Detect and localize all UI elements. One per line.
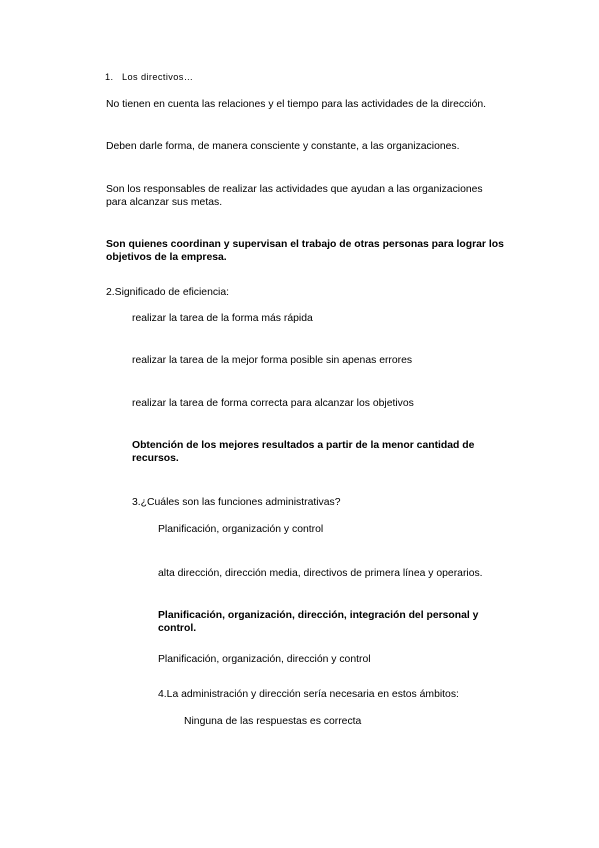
- question-4-option-1: Ninguna de las respuestas es correcta: [184, 716, 362, 727]
- question-3-title: 3.¿Cuáles son las funciones administrativas?: [132, 497, 341, 508]
- question-1-option-1: No tienen en cuenta las relaciones y el tiempo para las actividades de la dirección.: [106, 99, 487, 110]
- question-1-option-2: Deben darle forma, de manera consciente y constante, a las organizaciones.: [106, 141, 460, 152]
- question-3-option-1: Planificación, organización y control: [158, 524, 324, 535]
- question-3-option-4: Planificación, organización, dirección y control: [158, 654, 371, 665]
- question-2-option-4-correct: Obtención de los mejores resultados a partir de la menor cantidad de recursos.: [132, 440, 475, 464]
- question-4-title: 4.La administración y dirección sería necesaria en estos ámbitos:: [158, 689, 459, 700]
- question-2-title: 2.Significado de eficiencia:: [106, 287, 230, 298]
- question-3-option-3-correct: Planificación, organización, dirección, integración del personal y control.: [158, 610, 479, 634]
- question-1-option-4-correct: Son quienes coordinan y supervisan el trabajo de otras personas para lograr los objetivos de la empresa.: [106, 239, 504, 263]
- question-2-option-2: realizar la tarea de la mejor forma posible sin apenas errores: [132, 355, 413, 366]
- question-1-title: Los directivos…: [122, 72, 194, 82]
- question-1-option-3: Son los responsables de realizar las actividades que ayudan a las organizaciones para alcanzar sus metas.: [106, 184, 483, 208]
- question-2-option-3: realizar la tarea de forma correcta para alcanzar los objetivos: [132, 398, 414, 409]
- question-3-option-2: alta dirección, dirección media, directivos de primera línea y operarios.: [158, 568, 483, 579]
- question-1-number: 1.: [105, 72, 114, 82]
- question-2-option-1: realizar la tarea de la forma más rápida: [132, 313, 313, 324]
